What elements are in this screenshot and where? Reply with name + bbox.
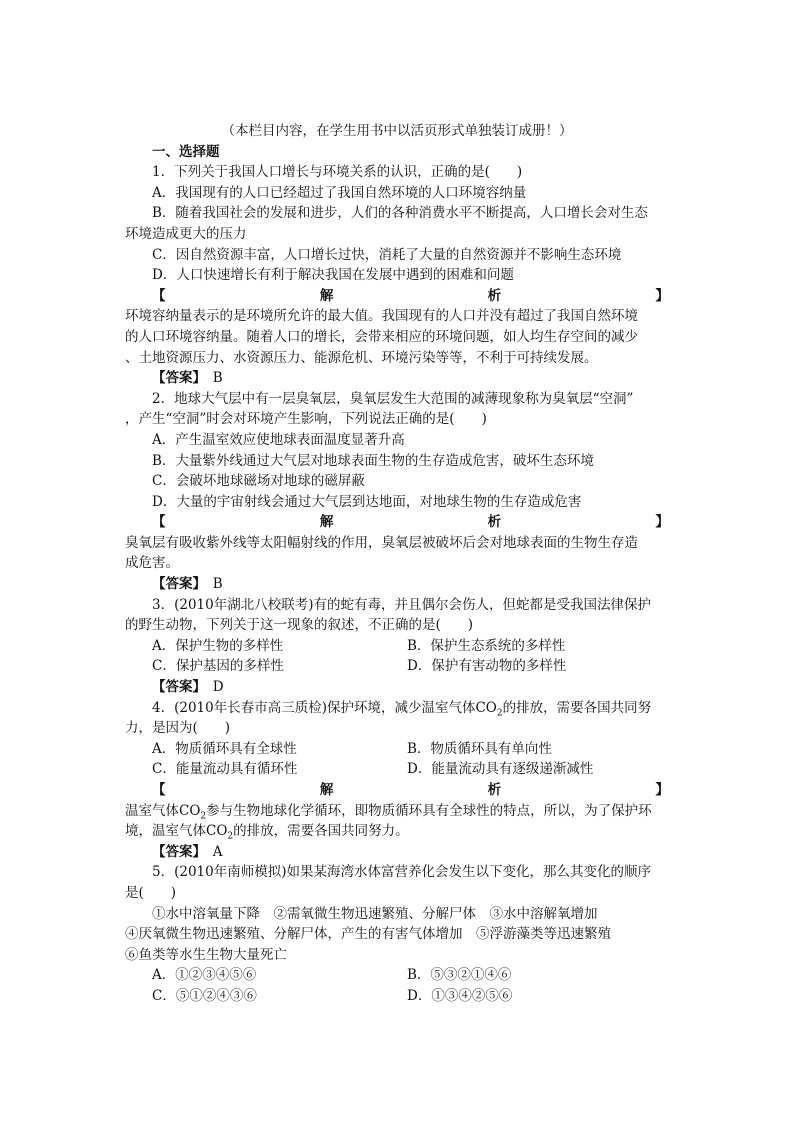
q1-stem: 1．下列关于我国人口增长与环境关系的认识，正确的是( ) [152,164,523,181]
q4-analysis-label: 【 解 析 】 [152,782,669,798]
q2-option-a: A．产生温室效应使地球表面温度显著升高 [152,431,405,448]
q5-options-row [125,965,669,986]
q5-stem: 5．(2010年南师模拟)如果某海湾水体富营养化会发生以下变化，那么其变化的顺序 [152,864,651,881]
q1-option-c: C．因自然资源丰富，人口增长过快，消耗了大量的自然资源并不影响生态环境 [152,246,622,263]
q2-analysis-label: 【 解 析 】 [152,514,669,531]
q5-items: ④厌氧微生物迅速繁殖、分解尸体，产生的有害气体增加 ⑤浮游藻类等迅速繁殖 [125,926,611,943]
q2-analysis: 成危害。 [125,555,179,572]
q2-analysis: 臭氧层有吸收紫外线等太阳幅射线的作用，臭氧层被破坏后会对地球表面的生物生存造 [125,534,638,551]
q4-option-d: D．能量流动具有逐级递渐减性 [407,761,594,778]
q1-analysis: 、土地资源压力、水资源压力、能源危机、环境污染等等，不利于可持续发展。 [125,349,598,366]
q4-analysis: 温室气体$CO_2$参与生物地球化学循环，即物质循环具有全球性的特点，所以，为了保护环 [125,802,652,822]
q4-options-row [125,759,669,780]
q4-stem: 4．(2010年长春市高三质检)保护环境，减少温室气体$CO_2$的排放，需要各国共同努 [152,699,652,719]
q5-option-d: D．①③④②⑤⑥ [407,987,513,1004]
q2-stem: 2．地球大气层中有一层臭氧层，臭氧层发生大范围的减薄现象称为臭氧层“空洞” [152,390,634,407]
q3-stem-cont: 的野生动物，下列关于这一现象的叙述，不正确的是( ) [125,617,474,634]
q2-answer: 【答案】 B [152,576,223,593]
q4-answer: 【答案】 A [152,843,223,860]
q2-option-b: B．大量紫外线通过大气层对地球表面生物的生存造成危害，破坏生态环境 [152,452,594,469]
q1-option-a: A．我国现有的人口已经超过了我国自然环境的人口环境容纳量 [152,184,527,201]
q3-option-c: C．保护基因的多样性 [152,658,284,675]
q4-option-b: B．物质循环具有单向性 [407,740,552,757]
q1-analysis: 环境容纳量表示的是环境所允许的最大值。我国现有的人口并没有超过了我国自然环境 [125,308,638,325]
section-title: 一、选择题 [152,143,220,160]
q1-analysis-label: 【 解 析 】 [152,287,669,304]
q2-option-c: C．会破坏地球磁场对地球的磁屏蔽 [152,473,365,490]
q1-answer: 【答案】 B [152,370,223,387]
q5-items: ①水中溶氧量下降 ②需氧微生物迅速繁殖、分解尸体 ③水中溶解氧增加 [152,905,598,922]
q4-option-c: C．能量流动具有循环性 [152,761,298,778]
q5-option-b: B．⑤③②①④⑥ [407,967,512,984]
q5-option-a: A．①②③④⑤⑥ [152,967,257,984]
q3-option-a: A．保护生物的多样性 [152,637,284,654]
q3-options-row [125,636,669,657]
q3-options-row [125,656,669,677]
q5-stem-cont: 是( ) [125,884,177,901]
q1-option-d: D．人口快速增长有利于解决我国在发展中遇到的困难和问题 [152,267,514,284]
q3-option-d: D．保护有害动物的多样性 [407,658,567,675]
q5-option-c: C．⑤①②④③⑥ [152,987,257,1004]
q1-analysis: 的人口环境容纳量。随着人口的增长，会带来相应的环境问题，如人均生存空间的减少 [125,328,638,345]
q4-options-row [125,739,669,760]
q5-options-row [125,986,669,1007]
q1-option-b-cont: 环境造成更大的压力 [125,225,247,242]
q5-items: ⑥鱼类等水生生物大量死亡 [125,946,287,963]
q3-answer: 【答案】 D [152,679,224,696]
header-note: （本栏目内容，在学生用书中以活页形式单独装订成册！） [221,123,573,139]
q3-stem: 3．(2010年湖北八校联考)有的蛇有毒，并且偶尔会伤人，但蛇都是受我国法律保护 [152,596,651,613]
q4-option-a: A．物质循环具有全球性 [152,740,297,757]
q2-option-d: D．大量的宇宙射线会通过大气层到达地面，对地球生物的生存造成危害 [152,493,582,510]
q3-option-b: B．保护生态系统的多样性 [407,637,566,654]
q2-stem-cont: ，产生“空洞”时会对环境产生影响，下列说法正确的是( ) [125,411,487,428]
q4-stem-cont: 力，是因为( ) [125,720,231,737]
q1-option-b: B．随着我国社会的发展和进步，人们的各种消费水平不断提高，人口增长会对生态 [152,205,648,222]
q4-analysis: 境，温室气体$CO_2$的排放，需要各国共同努力。 [125,823,409,842]
